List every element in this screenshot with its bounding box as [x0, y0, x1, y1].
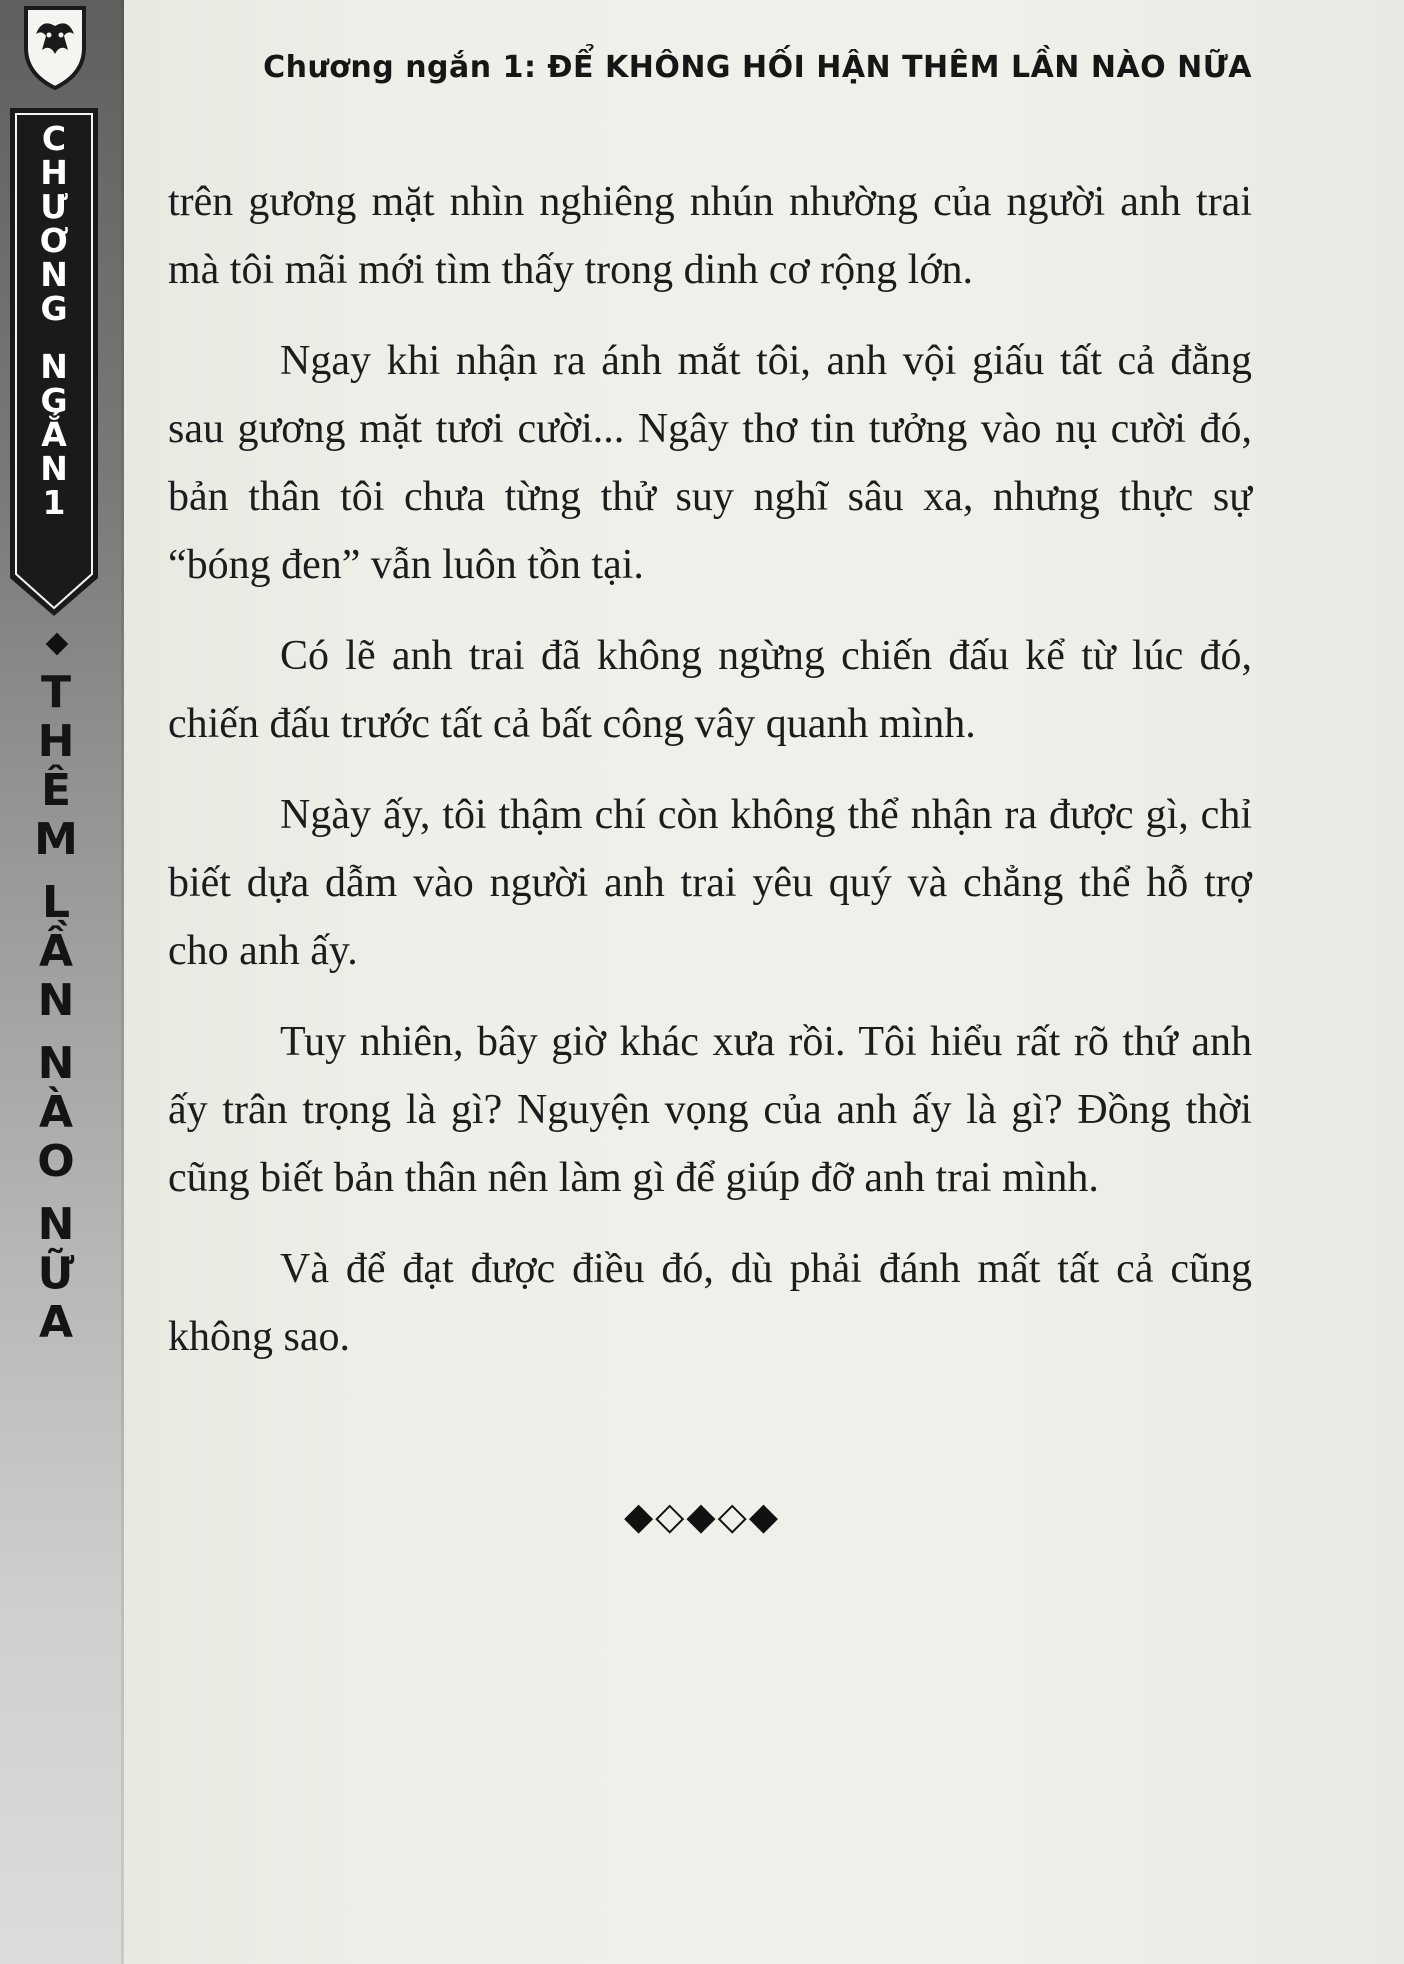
paragraph: Ngay khi nhận ra ánh mắt tôi, anh vội giấu tất cả đằng sau gương mặt tươi cười... Ngây thơ tin tưởng vào nụ cười đó, bản thân tôi chưa từng thử suy nghĩ sâu xa, nhưng thực sự “bóng đen” vẫn luôn tồn tại. [168, 338, 1252, 588]
banner-letter: H [40, 153, 68, 192]
banner-letter: Ơ [39, 221, 69, 260]
vertical-letter: N [37, 1038, 75, 1089]
vertical-letter: Ầ [38, 926, 74, 977]
chapter-sidebar [0, 0, 124, 1964]
vertical-letter: Ữ [37, 1248, 75, 1299]
vertical-letter: Ê [40, 765, 72, 816]
diamond-separator-icon [46, 633, 69, 656]
banner-letter: Ắ [41, 415, 67, 454]
banner-letter: N [40, 347, 68, 386]
vertical-letter: N [37, 1199, 75, 1250]
vertical-letter: T [40, 667, 71, 718]
banner-letter: G [40, 381, 68, 420]
banner-letter: 1 [42, 483, 66, 522]
vertical-letter: H [37, 716, 75, 767]
vertical-letter: A [38, 1297, 74, 1348]
crest-shield-icon [22, 4, 88, 90]
vertical-letter: N [37, 975, 75, 1026]
paragraph: Ngày ấy, tôi thậm chí còn không thể nhận ra được gì, chỉ biết dựa dẫm vào người anh trai yêu quý và chẳng thể hỗ trợ cho anh ấy. [168, 792, 1252, 974]
vertical-letter: O [37, 1136, 75, 1187]
banner-letter: N [40, 449, 68, 488]
banner-letter: G [40, 289, 68, 328]
chapter-banner-label [8, 119, 100, 522]
banner-letter: N [40, 255, 68, 294]
banner-letter: Ư [40, 187, 68, 226]
paragraph: Tuy nhiên, bây giờ khác xưa rồi. Tôi hiểu rất rõ thứ anh ấy trân trọng là gì? Nguyện vọng của anh ấy là gì? Đồng thời cũng biết bản thân nên làm gì để giúp đỡ anh trai mình. [168, 1019, 1252, 1201]
banner-letter: C [41, 119, 67, 158]
vertical-letter: L [41, 877, 71, 928]
paragraph: trên gương mặt nhìn nghiêng nhún nhường của người anh trai mà tôi mãi mới tìm thấy trong dinh cơ rộng lớn. [168, 179, 1252, 293]
vertical-letter: M [34, 814, 78, 865]
section-break-ornament: ◆◇◆◇◆ [623, 1494, 781, 1538]
body-text [168, 168, 1252, 1394]
paragraph: Và để đạt được điều đó, dù phải đánh mất tất cả cũng không sao. [168, 1246, 1252, 1360]
chapter-vertical-title [8, 668, 104, 1347]
running-header: Chương ngắn 1: ĐỂ KHÔNG HỐI HẬN THÊM LẦN NÀO NỮA [263, 50, 1252, 85]
paragraph: Có lẽ anh trai đã không ngừng chiến đấu kể từ lúc đó, chiến đấu trước tất cả bất công vây quanh mình. [168, 633, 1252, 747]
vertical-letter: À [38, 1087, 74, 1138]
